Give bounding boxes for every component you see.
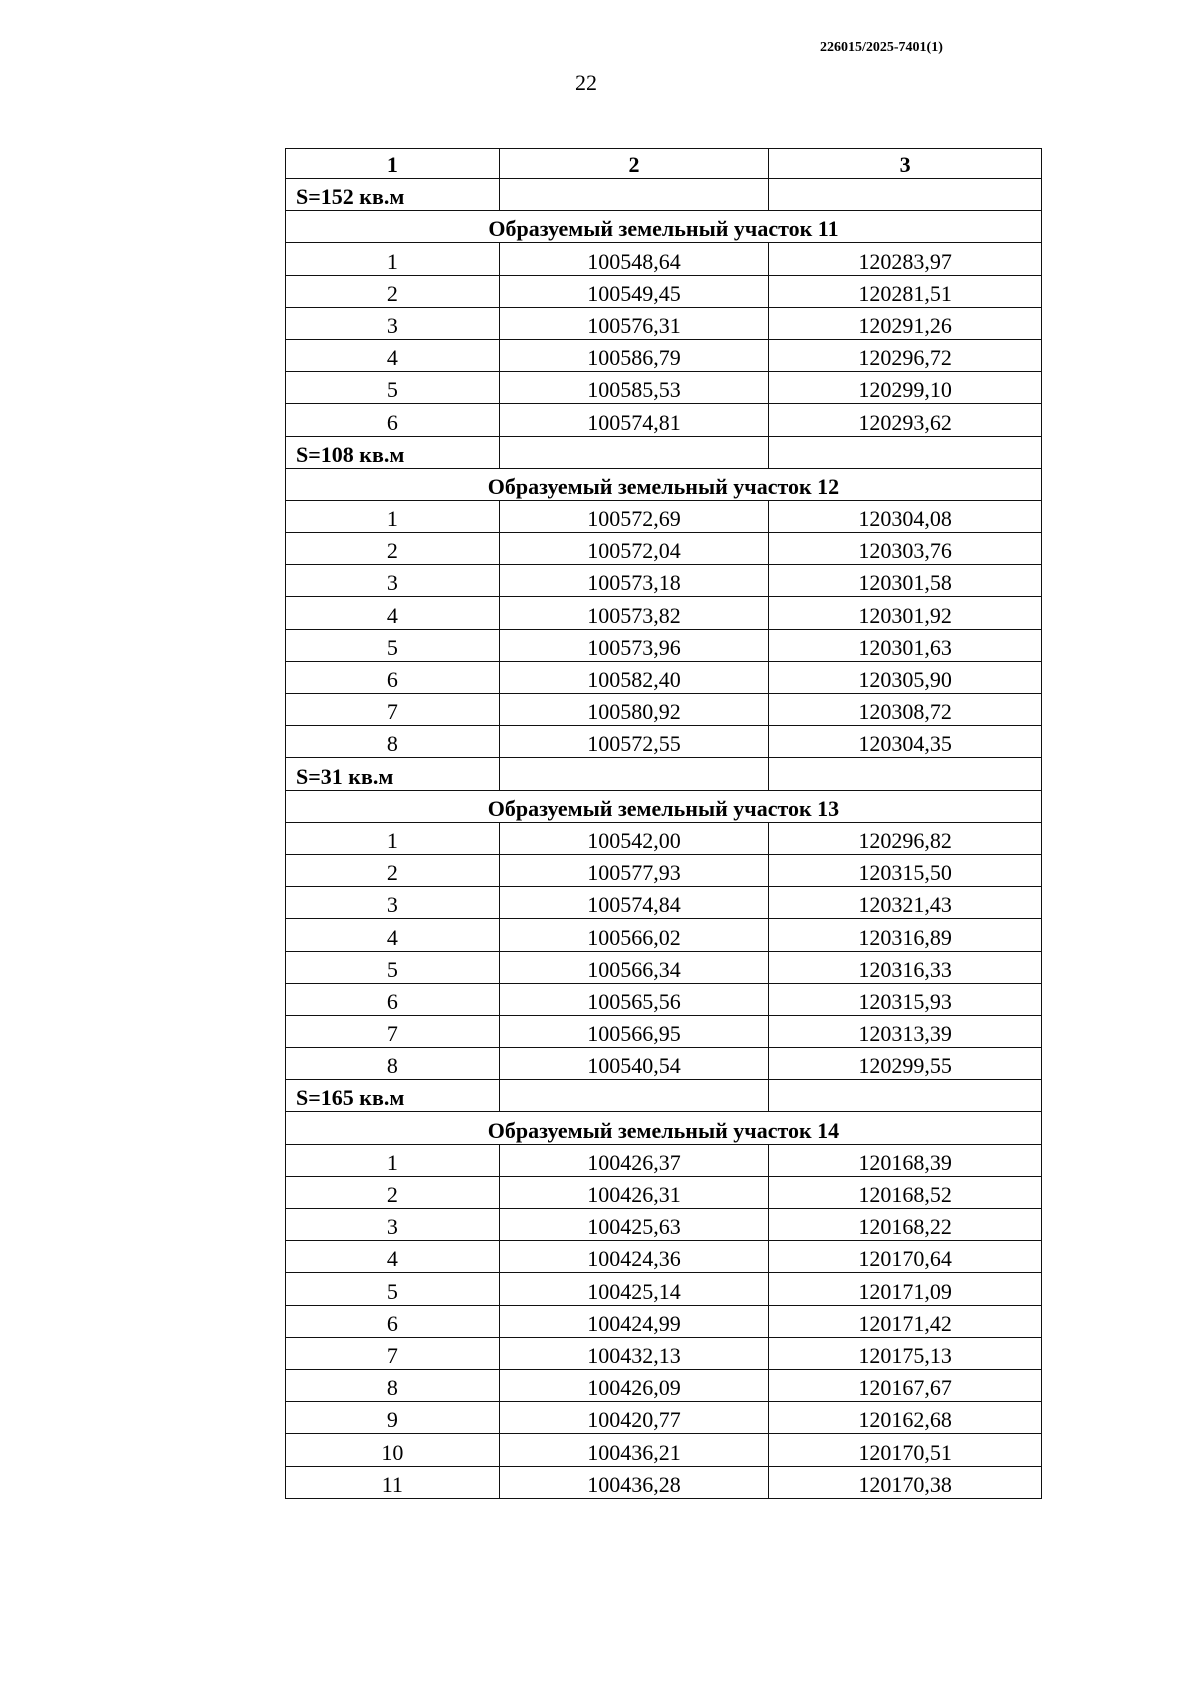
point-number-cell: 3 <box>286 1209 500 1241</box>
table-row <box>286 307 1042 339</box>
table-row <box>286 1209 1042 1241</box>
point-number-cell: 2 <box>286 1176 500 1208</box>
x-coordinate-cell: 100572,04 <box>499 533 769 565</box>
table-row <box>286 1144 1042 1176</box>
table-row <box>286 597 1042 629</box>
table-row <box>286 854 1042 886</box>
area-row <box>286 436 1042 468</box>
column-header: 2 <box>499 149 769 179</box>
section-title: Образуемый земельный участок 11 <box>286 211 1042 243</box>
section-title-row <box>286 468 1042 500</box>
table-row <box>286 1241 1042 1273</box>
empty-cell <box>769 179 1042 211</box>
x-coordinate-cell: 100577,93 <box>499 854 769 886</box>
table-row <box>286 372 1042 404</box>
y-coordinate-cell: 120301,92 <box>769 597 1042 629</box>
y-coordinate-cell: 120171,42 <box>769 1305 1042 1337</box>
point-number-cell: 6 <box>286 661 500 693</box>
table-row <box>286 629 1042 661</box>
empty-cell <box>499 1080 769 1112</box>
x-coordinate-cell: 100576,31 <box>499 307 769 339</box>
y-coordinate-cell: 120321,43 <box>769 887 1042 919</box>
area-row <box>286 1080 1042 1112</box>
table-row <box>286 565 1042 597</box>
section-title: Образуемый земельный участок 12 <box>286 468 1042 500</box>
y-coordinate-cell: 120162,68 <box>769 1402 1042 1434</box>
y-coordinate-cell: 120175,13 <box>769 1337 1042 1369</box>
empty-cell <box>499 179 769 211</box>
section-title: Образуемый земельный участок 14 <box>286 1112 1042 1144</box>
area-label: S=152 кв.м <box>286 179 500 211</box>
y-coordinate-cell: 120171,09 <box>769 1273 1042 1305</box>
point-number-cell: 2 <box>286 533 500 565</box>
table-row <box>286 1273 1042 1305</box>
column-header: 1 <box>286 149 500 179</box>
table-row <box>286 339 1042 371</box>
table-row <box>286 533 1042 565</box>
point-number-cell: 2 <box>286 854 500 886</box>
x-coordinate-cell: 100574,84 <box>499 887 769 919</box>
x-coordinate-cell: 100566,02 <box>499 919 769 951</box>
table-row <box>286 919 1042 951</box>
table-row <box>286 694 1042 726</box>
table-row <box>286 500 1042 532</box>
x-coordinate-cell: 100565,56 <box>499 983 769 1015</box>
point-number-cell: 5 <box>286 629 500 661</box>
point-number-cell: 2 <box>286 275 500 307</box>
x-coordinate-cell: 100548,64 <box>499 243 769 275</box>
table-row <box>286 951 1042 983</box>
y-coordinate-cell: 120305,90 <box>769 661 1042 693</box>
point-number-cell: 10 <box>286 1434 500 1466</box>
point-number-cell: 1 <box>286 500 500 532</box>
y-coordinate-cell: 120299,10 <box>769 372 1042 404</box>
section-title-row <box>286 211 1042 243</box>
point-number-cell: 4 <box>286 597 500 629</box>
empty-cell <box>769 436 1042 468</box>
table-row <box>286 1434 1042 1466</box>
table-row <box>286 822 1042 854</box>
table-row <box>286 243 1042 275</box>
x-coordinate-cell: 100586,79 <box>499 339 769 371</box>
y-coordinate-cell: 120304,08 <box>769 500 1042 532</box>
x-coordinate-cell: 100426,09 <box>499 1369 769 1401</box>
point-number-cell: 5 <box>286 1273 500 1305</box>
empty-cell <box>769 758 1042 790</box>
table-row <box>286 1369 1042 1401</box>
x-coordinate-cell: 100549,45 <box>499 275 769 307</box>
y-coordinate-cell: 120301,58 <box>769 565 1042 597</box>
point-number-cell: 6 <box>286 404 500 436</box>
section-title: Образуемый земельный участок 13 <box>286 790 1042 822</box>
area-row <box>286 758 1042 790</box>
area-label: S=165 кв.м <box>286 1080 500 1112</box>
area-label: S=108 кв.м <box>286 436 500 468</box>
y-coordinate-cell: 120301,63 <box>769 629 1042 661</box>
point-number-cell: 1 <box>286 822 500 854</box>
point-number-cell: 7 <box>286 1337 500 1369</box>
x-coordinate-cell: 100540,54 <box>499 1048 769 1080</box>
coordinates-table-body <box>286 149 1042 1499</box>
x-coordinate-cell: 100573,82 <box>499 597 769 629</box>
y-coordinate-cell: 120303,76 <box>769 533 1042 565</box>
y-coordinate-cell: 120168,22 <box>769 1209 1042 1241</box>
point-number-cell: 7 <box>286 1015 500 1047</box>
y-coordinate-cell: 120168,39 <box>769 1144 1042 1176</box>
point-number-cell: 6 <box>286 1305 500 1337</box>
point-number-cell: 4 <box>286 339 500 371</box>
table-row <box>286 1048 1042 1080</box>
point-number-cell: 1 <box>286 1144 500 1176</box>
x-coordinate-cell: 100425,63 <box>499 1209 769 1241</box>
y-coordinate-cell: 120296,72 <box>769 339 1042 371</box>
area-row <box>286 179 1042 211</box>
x-coordinate-cell: 100424,99 <box>499 1305 769 1337</box>
table-row <box>286 1337 1042 1369</box>
x-coordinate-cell: 100436,21 <box>499 1434 769 1466</box>
x-coordinate-cell: 100573,96 <box>499 629 769 661</box>
point-number-cell: 8 <box>286 1369 500 1401</box>
x-coordinate-cell: 100420,77 <box>499 1402 769 1434</box>
x-coordinate-cell: 100572,55 <box>499 726 769 758</box>
y-coordinate-cell: 120315,93 <box>769 983 1042 1015</box>
table-row <box>286 726 1042 758</box>
table-row <box>286 983 1042 1015</box>
table-row <box>286 1176 1042 1208</box>
point-number-cell: 5 <box>286 951 500 983</box>
table-row <box>286 275 1042 307</box>
table-header-row <box>286 149 1042 179</box>
table-row <box>286 1015 1042 1047</box>
column-header: 3 <box>769 149 1042 179</box>
x-coordinate-cell: 100436,28 <box>499 1466 769 1498</box>
coordinates-table <box>285 148 1042 1499</box>
y-coordinate-cell: 120313,39 <box>769 1015 1042 1047</box>
x-coordinate-cell: 100432,13 <box>499 1337 769 1369</box>
x-coordinate-cell: 100426,31 <box>499 1176 769 1208</box>
y-coordinate-cell: 120316,89 <box>769 919 1042 951</box>
y-coordinate-cell: 120281,51 <box>769 275 1042 307</box>
x-coordinate-cell: 100582,40 <box>499 661 769 693</box>
empty-cell <box>499 436 769 468</box>
page-number: 22 <box>575 70 597 95</box>
point-number-cell: 3 <box>286 887 500 919</box>
y-coordinate-cell: 120293,62 <box>769 404 1042 436</box>
point-number-cell: 6 <box>286 983 500 1015</box>
x-coordinate-cell: 100566,34 <box>499 951 769 983</box>
table-row <box>286 1402 1042 1434</box>
section-title-row <box>286 790 1042 822</box>
y-coordinate-cell: 120291,26 <box>769 307 1042 339</box>
section-title-row <box>286 1112 1042 1144</box>
point-number-cell: 1 <box>286 243 500 275</box>
y-coordinate-cell: 120168,52 <box>769 1176 1042 1208</box>
x-coordinate-cell: 100542,00 <box>499 822 769 854</box>
table-row <box>286 1305 1042 1337</box>
y-coordinate-cell: 120283,97 <box>769 243 1042 275</box>
point-number-cell: 4 <box>286 1241 500 1273</box>
x-coordinate-cell: 100573,18 <box>499 565 769 597</box>
y-coordinate-cell: 120308,72 <box>769 694 1042 726</box>
y-coordinate-cell: 120315,50 <box>769 854 1042 886</box>
empty-cell <box>499 758 769 790</box>
y-coordinate-cell: 120170,64 <box>769 1241 1042 1273</box>
point-number-cell: 5 <box>286 372 500 404</box>
point-number-cell: 4 <box>286 919 500 951</box>
x-coordinate-cell: 100425,14 <box>499 1273 769 1305</box>
point-number-cell: 3 <box>286 565 500 597</box>
x-coordinate-cell: 100574,81 <box>499 404 769 436</box>
y-coordinate-cell: 120296,82 <box>769 822 1042 854</box>
x-coordinate-cell: 100566,95 <box>499 1015 769 1047</box>
document-number: 226015/2025-7401(1) <box>820 40 943 55</box>
y-coordinate-cell: 120170,51 <box>769 1434 1042 1466</box>
point-number-cell: 8 <box>286 726 500 758</box>
x-coordinate-cell: 100424,36 <box>499 1241 769 1273</box>
table-row <box>286 404 1042 436</box>
table-row <box>286 661 1042 693</box>
point-number-cell: 3 <box>286 307 500 339</box>
y-coordinate-cell: 120316,33 <box>769 951 1042 983</box>
x-coordinate-cell: 100580,92 <box>499 694 769 726</box>
x-coordinate-cell: 100585,53 <box>499 372 769 404</box>
point-number-cell: 7 <box>286 694 500 726</box>
empty-cell <box>769 1080 1042 1112</box>
area-label: S=31 кв.м <box>286 758 500 790</box>
y-coordinate-cell: 120299,55 <box>769 1048 1042 1080</box>
table-row <box>286 1466 1042 1498</box>
point-number-cell: 8 <box>286 1048 500 1080</box>
table-row <box>286 887 1042 919</box>
y-coordinate-cell: 120304,35 <box>769 726 1042 758</box>
y-coordinate-cell: 120170,38 <box>769 1466 1042 1498</box>
x-coordinate-cell: 100426,37 <box>499 1144 769 1176</box>
point-number-cell: 9 <box>286 1402 500 1434</box>
x-coordinate-cell: 100572,69 <box>499 500 769 532</box>
point-number-cell: 11 <box>286 1466 500 1498</box>
y-coordinate-cell: 120167,67 <box>769 1369 1042 1401</box>
